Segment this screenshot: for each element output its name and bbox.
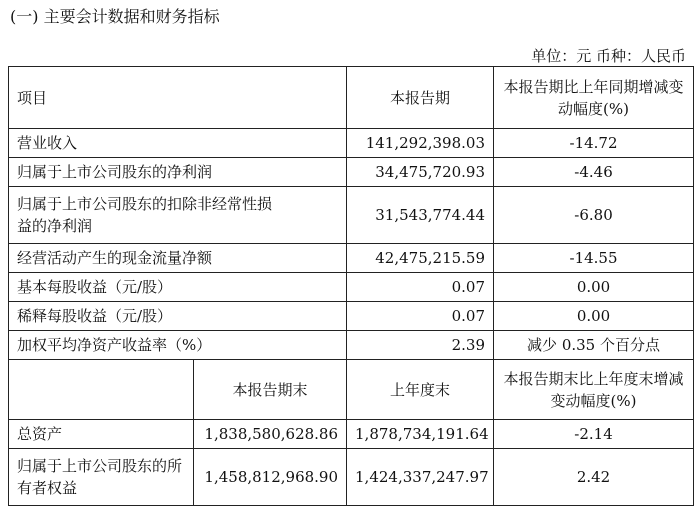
row-item: 营业收入 [9, 129, 347, 158]
row-value: 2.39 [347, 331, 494, 360]
row-change: 减少 0.35 个百分点 [494, 331, 694, 360]
row-item: 稀释每股收益（元/股） [9, 302, 347, 331]
header-prior-year-end: 上年度末 [347, 360, 494, 420]
table-header-row [9, 67, 694, 129]
financial-data-table [8, 66, 694, 506]
row-item: 加权平均净资产收益率（%） [9, 331, 347, 360]
row-item: 归属于上市公司股东的所有者权益 [9, 449, 194, 506]
row-value: 0.07 [347, 302, 494, 331]
row-value: 42,475,215.59 [347, 244, 494, 273]
row-current: 1,458,812,968.90 [194, 449, 347, 506]
table-row [9, 129, 694, 158]
row-item: 基本每股收益（元/股） [9, 273, 347, 302]
unit-currency-line: 单位：元 币种：人民币 [531, 47, 686, 65]
header-blank [9, 360, 194, 420]
header-yoy-change: 本报告期比上年同期增减变动幅度(%) [494, 67, 694, 129]
row-item: 经营活动产生的现金流量净额 [9, 244, 347, 273]
table-row [9, 420, 694, 449]
row-change: 0.00 [494, 273, 694, 302]
table-row [9, 244, 694, 273]
table-row [9, 273, 694, 302]
row-change: -2.14 [494, 420, 694, 449]
row-value: 31,543,774.44 [347, 187, 494, 244]
table-row [9, 331, 694, 360]
row-value: 141,292,398.03 [347, 129, 494, 158]
row-change: -6.80 [494, 187, 694, 244]
row-change: 0.00 [494, 302, 694, 331]
row-prior: 1,878,734,191.64 [347, 420, 494, 449]
row-change: 2.42 [494, 449, 694, 506]
subtable-header-row [9, 360, 694, 420]
row-item: 归属于上市公司股东的净利润 [9, 158, 347, 187]
row-change: -14.55 [494, 244, 694, 273]
header-period-change: 本报告期末比上年度末增减变动幅度(%) [494, 360, 694, 420]
header-item: 项目 [9, 67, 347, 129]
row-item: 归属于上市公司股东的扣除非经常性损益的净利润 [9, 187, 347, 244]
row-prior: 1,424,337,247.97 [347, 449, 494, 506]
row-value: 0.07 [347, 273, 494, 302]
row-value: 34,475,720.93 [347, 158, 494, 187]
header-period-end: 本报告期末 [194, 360, 347, 420]
row-change: -14.72 [494, 129, 694, 158]
row-item: 总资产 [9, 420, 194, 449]
table-row [9, 449, 694, 506]
row-current: 1,838,580,628.86 [194, 420, 347, 449]
section-heading: (一) 主要会计数据和财务指标 [10, 7, 220, 26]
table-row [9, 302, 694, 331]
header-current-period: 本报告期 [347, 67, 494, 129]
table-row [9, 187, 694, 244]
table-row [9, 158, 694, 187]
row-change: -4.46 [494, 158, 694, 187]
